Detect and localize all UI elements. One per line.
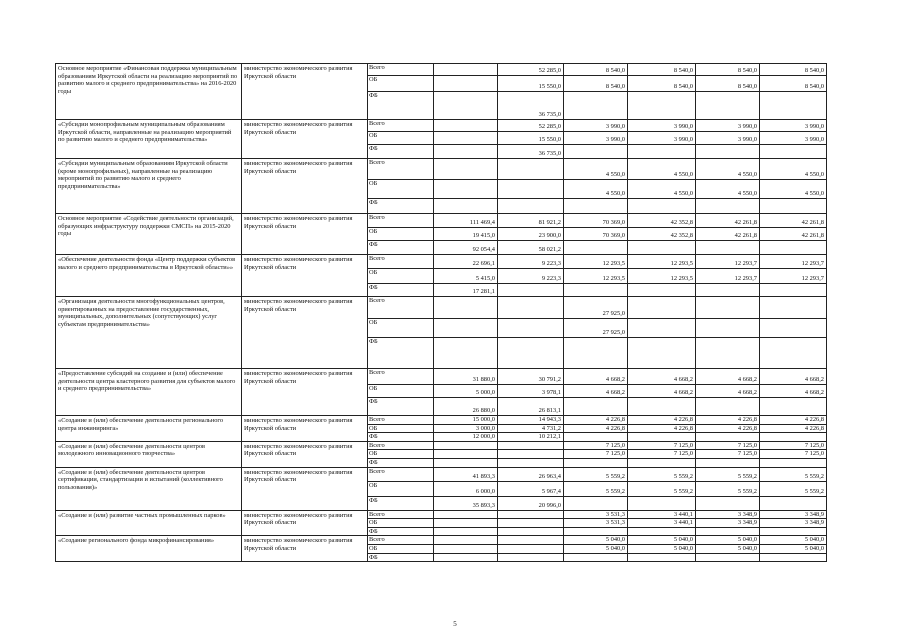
amount-cell: 5 040,0 [760, 536, 827, 545]
funding-source: ФБ [368, 199, 434, 214]
amount-cell: 7 125,0 [760, 450, 827, 459]
amount-cell: 7 125,0 [628, 441, 696, 450]
amount-cell [434, 297, 498, 319]
executor-name: министерство экономического развития Иркутской области [242, 416, 368, 442]
amount-cell: 4 226,8 [760, 416, 827, 425]
amount-cell: 5 559,2 [696, 467, 760, 481]
amount-cell: 42 261,8 [696, 214, 760, 228]
amount-cell [434, 64, 498, 76]
amount-cell: 58 021,2 [498, 241, 564, 255]
amount-cell [628, 319, 696, 338]
amount-cell: 42 261,8 [696, 228, 760, 241]
amount-cell: 4 668,2 [628, 369, 696, 385]
amount-cell: 23 900,0 [498, 228, 564, 241]
amount-cell [564, 199, 628, 214]
amount-cell: 27 925,0 [564, 319, 628, 338]
funding-source: Всего [368, 510, 434, 519]
amount-cell: 111 469,4 [434, 214, 498, 228]
executor-name: министерство экономического развития Иркутской области [242, 297, 368, 369]
amount-cell [498, 284, 564, 297]
amount-cell: 4 550,0 [760, 159, 827, 180]
amount-cell [434, 338, 498, 369]
amount-cell: 12 293,7 [760, 255, 827, 269]
amount-cell [628, 433, 696, 442]
amount-cell: 17 281,1 [434, 284, 498, 297]
amount-cell: 22 696,1 [434, 255, 498, 269]
amount-cell [434, 510, 498, 519]
measure-name: «Обеспечение деятельности фонда «Центр поддержки субъектов малого и среднего предпринимательства в Иркутской области»» [56, 255, 242, 297]
amount-cell: 4 668,2 [564, 385, 628, 398]
amount-cell [498, 553, 564, 562]
amount-cell: 3 978,1 [498, 385, 564, 398]
amount-cell: 36 735,0 [498, 145, 564, 159]
amount-cell: 5 040,0 [628, 536, 696, 545]
measure-name: «Создание и (или) обеспечение деятельности центров молодежного инновационного творчества» [56, 441, 242, 467]
measure-name: «Создание регионального фонда микрофинансирования» [56, 536, 242, 562]
amount-cell: 4 226,8 [696, 424, 760, 433]
funding-source: ФБ [368, 458, 434, 467]
funding-source: ФБ [368, 241, 434, 255]
amount-cell [696, 433, 760, 442]
amount-cell: 12 000,0 [434, 433, 498, 442]
amount-cell [434, 544, 498, 553]
amount-cell: 3 348,9 [696, 519, 760, 528]
amount-cell: 12 293,5 [628, 269, 696, 284]
amount-cell: 4 668,2 [564, 369, 628, 385]
amount-cell: 3 348,9 [696, 510, 760, 519]
amount-cell [696, 92, 760, 120]
amount-cell: 4 731,2 [498, 424, 564, 433]
amount-cell [434, 519, 498, 528]
amount-cell: 4 226,8 [564, 416, 628, 425]
amount-cell [628, 145, 696, 159]
table-row [56, 64, 827, 76]
amount-cell [628, 199, 696, 214]
funding-source: ФБ [368, 553, 434, 562]
amount-cell: 20 996,0 [498, 496, 564, 510]
funding-source: ФБ [368, 145, 434, 159]
amount-cell: 3 990,0 [760, 120, 827, 132]
amount-cell: 3 531,3 [564, 519, 628, 528]
amount-cell: 5 040,0 [696, 544, 760, 553]
amount-cell [628, 241, 696, 255]
amount-cell: 4 668,2 [760, 385, 827, 398]
amount-cell [760, 297, 827, 319]
funding-source: ФБ [368, 284, 434, 297]
amount-cell [564, 92, 628, 120]
amount-cell [760, 338, 827, 369]
amount-cell [760, 398, 827, 416]
amount-cell: 3 990,0 [628, 132, 696, 145]
amount-cell [498, 536, 564, 545]
amount-cell: 4 226,8 [628, 416, 696, 425]
amount-cell [628, 92, 696, 120]
amount-cell [498, 544, 564, 553]
amount-cell: 4 550,0 [564, 180, 628, 199]
amount-cell: 12 293,7 [696, 255, 760, 269]
amount-cell: 4 550,0 [696, 180, 760, 199]
table-row [56, 255, 827, 269]
amount-cell [564, 398, 628, 416]
amount-cell [628, 338, 696, 369]
measure-name: «Создание и (или) обеспечение деятельности центров сертификации, стандартизации и испытаний (коллективного пользования)» [56, 467, 242, 510]
table-row [56, 416, 827, 425]
amount-cell [498, 450, 564, 459]
amount-cell: 42 352,8 [628, 228, 696, 241]
amount-cell: 15 000,0 [434, 416, 498, 425]
amount-cell [498, 338, 564, 369]
amount-cell: 26 813,1 [498, 398, 564, 416]
amount-cell [498, 458, 564, 467]
amount-cell [564, 433, 628, 442]
executor-name: министерство экономического развития Иркутской области [242, 159, 368, 214]
amount-cell: 8 540,0 [564, 76, 628, 92]
amount-cell: 8 540,0 [760, 64, 827, 76]
amount-cell [434, 553, 498, 562]
executor-name: министерство экономического развития Иркутской области [242, 255, 368, 297]
amount-cell [628, 527, 696, 536]
amount-cell: 5 559,2 [628, 481, 696, 496]
amount-cell [498, 297, 564, 319]
amount-cell: 4 226,8 [564, 424, 628, 433]
measure-name: «Создание и (или) развитие частных промышленных парков» [56, 510, 242, 536]
amount-cell: 6 000,0 [434, 481, 498, 496]
amount-cell: 4 550,0 [564, 159, 628, 180]
amount-cell: 5 040,0 [628, 544, 696, 553]
funding-source: Всего [368, 369, 434, 385]
amount-cell [628, 496, 696, 510]
amount-cell: 5 415,0 [434, 269, 498, 284]
amount-cell: 3 531,3 [564, 510, 628, 519]
amount-cell: 70 369,0 [564, 214, 628, 228]
measure-name: «Субсидии муниципальным образованиям Иркутской области (кроме монопрофильных), направленные на реализацию мероприятий по развитию малого и среднего предпринимательства» [56, 159, 242, 214]
funding-source: ОБ [368, 180, 434, 199]
executor-name: министерство экономического развития Иркутской области [242, 369, 368, 416]
funding-source: Всего [368, 467, 434, 481]
amount-cell [434, 458, 498, 467]
amount-cell: 3 348,9 [760, 519, 827, 528]
amount-cell: 4 668,2 [696, 385, 760, 398]
table-row [56, 120, 827, 132]
amount-cell: 9 223,3 [498, 269, 564, 284]
amount-cell [696, 199, 760, 214]
amount-cell: 5 967,4 [498, 481, 564, 496]
funding-source: ОБ [368, 544, 434, 553]
amount-cell [696, 496, 760, 510]
amount-cell [434, 76, 498, 92]
amount-cell [760, 319, 827, 338]
amount-cell [628, 553, 696, 562]
amount-cell: 3 990,0 [564, 132, 628, 145]
amount-cell [434, 527, 498, 536]
amount-cell: 5 040,0 [760, 544, 827, 553]
amount-cell [628, 398, 696, 416]
amount-cell: 7 125,0 [696, 450, 760, 459]
amount-cell: 70 369,0 [564, 228, 628, 241]
executor-name: министерство экономического развития Иркутской области [242, 510, 368, 536]
measure-name: «Предоставление субсидий на создание и (или) обеспечение деятельности центра кластерного развития для субъектов малого и среднего предпринимательства» [56, 369, 242, 416]
amount-cell [760, 433, 827, 442]
amount-cell: 3 000,0 [434, 424, 498, 433]
funding-source: Всего [368, 159, 434, 180]
amount-cell: 7 125,0 [564, 441, 628, 450]
table-row [56, 536, 827, 545]
amount-cell [564, 145, 628, 159]
amount-cell: 4 226,8 [696, 416, 760, 425]
amount-cell: 9 223,3 [498, 255, 564, 269]
amount-cell: 8 540,0 [628, 76, 696, 92]
measure-name: «Субсидии монопрофильным муниципальным образованиям Иркутской области, направленные на реализацию мероприятий по развитию малого и среднего предпринимательства» [56, 120, 242, 159]
executor-name: министерство экономического развития Иркутской области [242, 64, 368, 120]
funding-source: ОБ [368, 450, 434, 459]
amount-cell: 3 990,0 [628, 120, 696, 132]
executor-name: министерство экономического развития Иркутской области [242, 536, 368, 562]
page-number: 5 [453, 620, 457, 628]
amount-cell [696, 527, 760, 536]
amount-cell: 42 261,8 [760, 228, 827, 241]
amount-cell: 27 925,0 [564, 297, 628, 319]
amount-cell [498, 159, 564, 180]
funding-source: Всего [368, 214, 434, 228]
amount-cell: 12 293,7 [696, 269, 760, 284]
amount-cell: 5 040,0 [564, 544, 628, 553]
amount-cell: 3 990,0 [760, 132, 827, 145]
funding-source: ФБ [368, 433, 434, 442]
amount-cell [434, 92, 498, 120]
amount-cell [498, 180, 564, 199]
funding-source: ОБ [368, 481, 434, 496]
amount-cell: 8 540,0 [564, 64, 628, 76]
amount-cell: 7 125,0 [564, 450, 628, 459]
amount-cell: 5 559,2 [628, 467, 696, 481]
funding-source: Всего [368, 536, 434, 545]
amount-cell: 3 990,0 [696, 132, 760, 145]
amount-cell [696, 319, 760, 338]
amount-cell: 5 559,2 [564, 467, 628, 481]
amount-cell: 14 943,3 [498, 416, 564, 425]
funding-source: Всего [368, 416, 434, 425]
amount-cell [434, 120, 498, 132]
amount-cell: 81 921,2 [498, 214, 564, 228]
amount-cell: 26 880,0 [434, 398, 498, 416]
funding-source: Всего [368, 64, 434, 76]
amount-cell: 15 550,0 [498, 132, 564, 145]
amount-cell: 12 293,5 [628, 255, 696, 269]
table-row [56, 510, 827, 519]
amount-cell: 52 285,0 [498, 120, 564, 132]
amount-cell [434, 132, 498, 145]
budget-table [55, 63, 827, 562]
amount-cell: 10 212,1 [498, 433, 564, 442]
amount-cell [498, 199, 564, 214]
amount-cell: 4 668,2 [760, 369, 827, 385]
amount-cell [696, 553, 760, 562]
amount-cell [696, 241, 760, 255]
amount-cell [696, 338, 760, 369]
amount-cell: 42 352,8 [628, 214, 696, 228]
amount-cell: 5 040,0 [696, 536, 760, 545]
amount-cell [434, 180, 498, 199]
amount-cell: 5 559,2 [564, 481, 628, 496]
amount-cell [628, 297, 696, 319]
funding-source: ФБ [368, 496, 434, 510]
table-row [56, 441, 827, 450]
amount-cell: 31 880,0 [434, 369, 498, 385]
amount-cell [564, 458, 628, 467]
amount-cell [498, 519, 564, 528]
amount-cell [760, 527, 827, 536]
amount-cell: 8 540,0 [696, 76, 760, 92]
amount-cell [760, 145, 827, 159]
amount-cell: 4 550,0 [628, 159, 696, 180]
amount-cell: 3 348,9 [760, 510, 827, 519]
amount-cell: 92 054,4 [434, 241, 498, 255]
amount-cell: 5 000,0 [434, 385, 498, 398]
funding-source: ФБ [368, 398, 434, 416]
amount-cell: 12 293,7 [760, 269, 827, 284]
amount-cell: 30 791,2 [498, 369, 564, 385]
amount-cell [498, 319, 564, 338]
executor-name: министерство экономического развития Иркутской области [242, 467, 368, 510]
funding-source: Всего [368, 120, 434, 132]
amount-cell [564, 241, 628, 255]
amount-cell: 4 226,8 [628, 424, 696, 433]
amount-cell: 5 040,0 [564, 536, 628, 545]
amount-cell [760, 241, 827, 255]
amount-cell [760, 284, 827, 297]
amount-cell: 5 559,2 [760, 467, 827, 481]
amount-cell: 3 440,1 [628, 510, 696, 519]
amount-cell [760, 199, 827, 214]
amount-cell: 4 226,8 [760, 424, 827, 433]
funding-source: ОБ [368, 319, 434, 338]
amount-cell [498, 527, 564, 536]
amount-cell: 52 285,0 [498, 64, 564, 76]
amount-cell: 19 415,0 [434, 228, 498, 241]
executor-name: министерство экономического развития Иркутской области [242, 214, 368, 255]
table-row [56, 159, 827, 180]
table-row [56, 214, 827, 228]
table-row [56, 297, 827, 319]
funding-source: Всего [368, 297, 434, 319]
amount-cell [434, 319, 498, 338]
amount-cell [696, 398, 760, 416]
amount-cell [760, 92, 827, 120]
amount-cell: 42 261,8 [760, 214, 827, 228]
amount-cell [498, 441, 564, 450]
amount-cell: 4 550,0 [696, 159, 760, 180]
executor-name: министерство экономического развития Иркутской области [242, 120, 368, 159]
amount-cell [564, 284, 628, 297]
amount-cell: 8 540,0 [696, 64, 760, 76]
amount-cell [696, 458, 760, 467]
amount-cell: 4 550,0 [760, 180, 827, 199]
amount-cell: 3 440,1 [628, 519, 696, 528]
measure-name: Основное мероприятие «Финансовая поддержка муниципальным образованиям Иркутской области на реализацию мероприятий по развитию малого и среднего предпринимательства» на 2016-2020 годы [56, 64, 242, 120]
amount-cell [564, 496, 628, 510]
amount-cell [696, 145, 760, 159]
funding-source: ОБ [368, 424, 434, 433]
amount-cell [696, 297, 760, 319]
funding-source: ОБ [368, 519, 434, 528]
amount-cell: 4 668,2 [696, 369, 760, 385]
measure-name: «Создание и (или) обеспечение деятельности регионального центра инжиниринга» [56, 416, 242, 442]
amount-cell [564, 527, 628, 536]
amount-cell [760, 496, 827, 510]
amount-cell [696, 284, 760, 297]
funding-source: Всего [368, 441, 434, 450]
amount-cell: 12 293,5 [564, 269, 628, 284]
funding-source: ОБ [368, 228, 434, 241]
amount-cell: 5 559,2 [760, 481, 827, 496]
budget-table-body [56, 64, 827, 562]
amount-cell: 35 893,3 [434, 496, 498, 510]
funding-source: ФБ [368, 92, 434, 120]
executor-name: министерство экономического развития Иркутской области [242, 441, 368, 467]
amount-cell [564, 338, 628, 369]
amount-cell: 8 540,0 [628, 64, 696, 76]
amount-cell [564, 553, 628, 562]
budget-table-sheet [55, 63, 826, 562]
funding-source: ОБ [368, 385, 434, 398]
amount-cell: 12 293,5 [564, 255, 628, 269]
table-row [56, 467, 827, 481]
amount-cell [434, 199, 498, 214]
amount-cell: 15 550,0 [498, 76, 564, 92]
funding-source: ФБ [368, 527, 434, 536]
amount-cell: 7 125,0 [628, 450, 696, 459]
amount-cell: 7 125,0 [696, 441, 760, 450]
amount-cell [434, 159, 498, 180]
amount-cell: 3 990,0 [564, 120, 628, 132]
amount-cell [434, 450, 498, 459]
amount-cell: 8 540,0 [760, 76, 827, 92]
amount-cell: 41 893,3 [434, 467, 498, 481]
funding-source: Всего [368, 255, 434, 269]
table-row [56, 369, 827, 385]
amount-cell: 4 550,0 [628, 180, 696, 199]
amount-cell [498, 510, 564, 519]
amount-cell [760, 553, 827, 562]
amount-cell [434, 441, 498, 450]
funding-source: ОБ [368, 76, 434, 92]
amount-cell: 36 735,0 [498, 92, 564, 120]
measure-name: Основное мероприятие «Содействие деятельности организаций, образующих инфраструктуру поддержки СМСП» на 2015-2020 годы [56, 214, 242, 255]
amount-cell [628, 458, 696, 467]
funding-source: ОБ [368, 269, 434, 284]
amount-cell [760, 458, 827, 467]
amount-cell: 5 559,2 [696, 481, 760, 496]
funding-source: ОБ [368, 132, 434, 145]
funding-source: ФБ [368, 338, 434, 369]
amount-cell: 26 963,4 [498, 467, 564, 481]
amount-cell [434, 145, 498, 159]
amount-cell [434, 536, 498, 545]
amount-cell: 7 125,0 [760, 441, 827, 450]
amount-cell: 4 668,2 [628, 385, 696, 398]
measure-name: «Организация деятельности многофункциональных центров, ориентированных на предоставление государственных, муниципальных, дополнительных (сопутствующих) услуг субъектам предпринимательства» [56, 297, 242, 369]
amount-cell: 3 990,0 [696, 120, 760, 132]
amount-cell [628, 284, 696, 297]
